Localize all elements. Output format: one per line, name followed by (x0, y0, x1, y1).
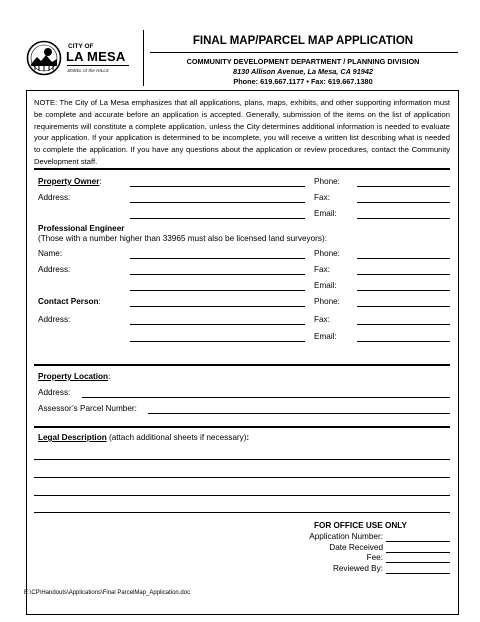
contact-address-label: Address: (38, 315, 71, 324)
owner-heading (38, 177, 102, 187)
section-rule-2 (34, 364, 450, 366)
location-apn-field[interactable] (148, 413, 450, 414)
department-name: COMMUNITY DEVELOPMENT DEPARTMENT / PLANNING DIVISION (186, 57, 420, 66)
engineer-address-field-1[interactable] (130, 274, 305, 275)
logo-name: LA MESA (66, 49, 126, 64)
contact-fax-field[interactable] (357, 324, 450, 325)
legal-line-4[interactable] (34, 512, 450, 513)
owner-address-label: Address: (38, 193, 71, 202)
contact-email-label: Email: (314, 332, 337, 341)
owner-phone-label: Phone: (314, 177, 340, 186)
location-apn-label: Assessor’s Parcel Number: (38, 404, 137, 413)
office-reviewed-by-label: Reviewed By: (332, 564, 383, 573)
contact-address-field-2[interactable] (130, 341, 305, 342)
section-rule-3 (34, 426, 450, 428)
engineer-phone-field[interactable] (357, 258, 450, 259)
contact-email-field[interactable] (357, 341, 450, 342)
engineer-subheading: (Those with a number higher than 33965 must also be licensed land surveyors): (38, 234, 327, 243)
form-title: FINAL MAP/PARCEL MAP APPLICATION (192, 35, 414, 47)
contact-name-field[interactable] (130, 306, 305, 307)
owner-heading-label: Property Owner (38, 177, 100, 186)
note-paragraph: NOTE: The City of La Mesa emphasizes that all applications, plans, maps, exhibits, and other supporting information must be complete and accurate before an application is accepted. Generally, submission of the items on the list of application requirements will constitute a complete application, unless the City determines additional information is needed to evaluate your application. If your application is determined to be incomplete, you will receive a written list describing what is needed to complete the application. If you have any questions about the application or review procedures, contact the Community Development staff. (34, 98, 450, 166)
location-heading (38, 372, 110, 382)
legal-line-3[interactable] (34, 495, 450, 496)
engineer-phone-label: Phone: (314, 249, 340, 258)
contact-address-field-1[interactable] (130, 324, 305, 325)
footer-file-path: E:\CP\Handouts\Applications\Final ParcelMap_Application.doc (24, 590, 191, 596)
legal-heading (38, 433, 249, 443)
logo-rule (67, 65, 129, 66)
owner-email-field[interactable] (357, 218, 450, 219)
office-reviewed-by-field[interactable] (386, 573, 450, 574)
contact-phone-field[interactable] (357, 306, 450, 307)
engineer-name-field[interactable] (130, 258, 305, 259)
location-heading-label: Property Location (38, 372, 109, 381)
owner-phone-field[interactable] (357, 186, 450, 187)
title-rule (150, 52, 458, 53)
legal-heading-sub: (attach additional sheets if necessary) (106, 433, 247, 442)
office-fee-field[interactable] (386, 562, 450, 563)
engineer-heading: Professional Engineer (38, 224, 125, 233)
department-address: 8130 Allison Avenue, La Mesa, CA 91942 (233, 67, 373, 76)
office-heading: FOR OFFICE USE ONLY (314, 521, 407, 530)
engineer-email-field[interactable] (357, 290, 450, 291)
office-app-number-label: Application Number: (309, 532, 383, 541)
header-divider (143, 30, 144, 86)
logo-city-of: CITY OF (68, 43, 94, 50)
logo (26, 38, 130, 78)
section-rule-1 (34, 168, 450, 170)
legal-heading-label: Legal Description (38, 433, 107, 442)
legal-line-2[interactable] (34, 477, 450, 478)
owner-fax-label: Fax: (314, 193, 330, 202)
office-fee-label: Fee: (366, 553, 383, 562)
location-address-field[interactable] (82, 397, 450, 398)
owner-address-field-1[interactable] (130, 202, 305, 203)
owner-heading-colon: : (99, 177, 102, 186)
legal-heading-colon: : (246, 433, 250, 442)
engineer-fax-field[interactable] (357, 274, 450, 275)
office-app-number-field[interactable] (386, 541, 450, 542)
contact-fax-label: Fax: (314, 315, 330, 324)
owner-email-label: Email: (314, 209, 337, 218)
engineer-email-label: Email: (314, 281, 337, 290)
engineer-address-label: Address: (38, 265, 71, 274)
location-heading-colon: : (108, 372, 111, 381)
logo-tagline: JEWEL of the HILLS (67, 68, 109, 73)
contact-heading (38, 297, 101, 307)
city-seal-icon (26, 40, 62, 76)
office-date-received-field[interactable] (386, 552, 450, 553)
location-address-label: Address: (38, 388, 71, 397)
engineer-fax-label: Fax: (314, 265, 330, 274)
owner-name-field[interactable] (130, 186, 305, 187)
owner-address-field-2[interactable] (130, 218, 305, 219)
owner-fax-field[interactable] (357, 202, 450, 203)
office-date-received-label: Date Received (329, 543, 383, 552)
legal-line-1[interactable] (34, 459, 450, 460)
contact-heading-colon: : (98, 297, 101, 306)
contact-phone-label: Phone: (314, 297, 340, 306)
engineer-address-field-2[interactable] (130, 290, 305, 291)
engineer-name-label: Name: (38, 249, 63, 258)
contact-heading-label: Contact Person (38, 297, 99, 306)
department-phone-fax: Phone: 619.667.1177 • Fax: 619.667.1380 (233, 77, 373, 86)
